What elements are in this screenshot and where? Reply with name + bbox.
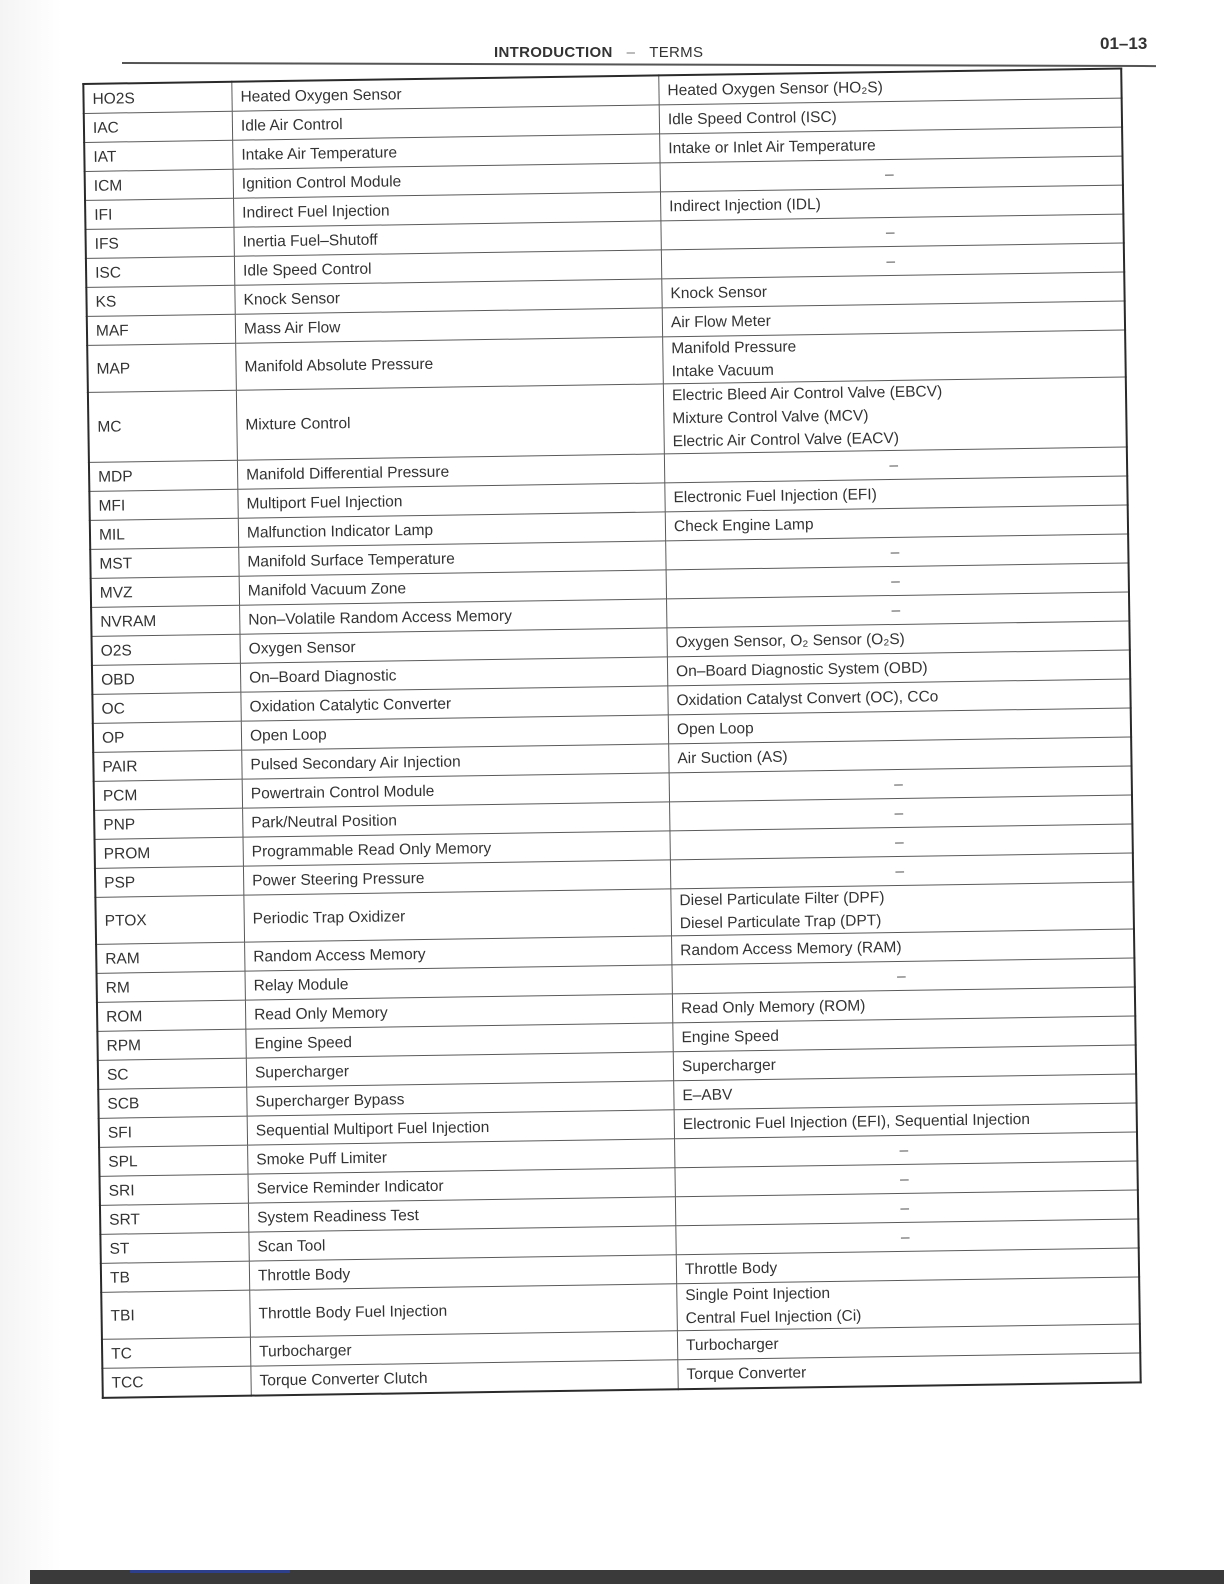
term-cell: Throttle Body Fuel Injection	[250, 1284, 678, 1337]
alternate-term-line: E–ABV	[682, 1085, 733, 1104]
page-header	[494, 44, 703, 61]
empty-dash: –	[891, 601, 901, 619]
abbreviation-cell: KS	[86, 285, 235, 316]
alternate-term-line: Oxygen Sensor, O₂ Sensor (O₂S)	[675, 630, 905, 651]
term-cell: Manifold Vacuum Zone	[239, 570, 666, 605]
empty-dash: –	[891, 572, 900, 590]
alternate-term-line: Electric Air Control Valve (EACV)	[672, 429, 900, 451]
alternate-term-line: Electronic Fuel Injection (EFI), Sequential Injection	[682, 1110, 1031, 1133]
abbreviation-cell: IFS	[85, 227, 234, 258]
alternate-term-line: Central Fuel Injection (Ci)	[685, 1307, 862, 1328]
abbreviation-cell: OP	[93, 721, 242, 752]
term-cell: On–Board Diagnostic	[240, 657, 667, 692]
abbreviation-cell: IFI	[85, 198, 234, 229]
term-cell: Non–Volatile Random Access Memory	[240, 599, 667, 634]
abbreviation-cell: IAC	[84, 111, 233, 142]
alternate-term-line: Air Flow Meter	[670, 312, 771, 331]
term-cell: Pulsed Secondary Air Injection	[242, 744, 669, 779]
alternate-term-line: Idle Speed Control (ISC)	[667, 108, 837, 128]
alternate-term-line: On–Board Diagnostic System (OBD)	[675, 659, 928, 680]
abbreviation-cell: TCC	[102, 1366, 251, 1398]
abbreviation-cell: ROM	[97, 1000, 246, 1031]
abbreviation-cell: PROM	[95, 837, 244, 868]
empty-dash: –	[886, 252, 896, 270]
abbreviation-cell: PCM	[94, 779, 243, 810]
abbreviation-cell: SFI	[99, 1116, 248, 1147]
abbreviation-cell: ISC	[86, 256, 235, 287]
term-cell: Mixture Control	[236, 384, 664, 460]
alternate-term-line: Torque Converter	[686, 1363, 807, 1383]
abbreviation-cell: SRI	[100, 1174, 249, 1205]
term-cell: Indirect Fuel Injection	[234, 192, 661, 227]
term-cell: Scan Tool	[249, 1226, 676, 1261]
term-cell: Manifold Differential Pressure	[237, 454, 664, 489]
term-cell: Intake Air Temperature	[233, 134, 660, 169]
empty-dash: –	[899, 1170, 909, 1188]
empty-dash: –	[899, 1141, 909, 1159]
empty-dash: –	[889, 456, 899, 474]
alternate-term-line: Random Access Memory (RAM)	[680, 938, 902, 959]
header-subtitle: TERMS	[649, 44, 704, 61]
header-separator: –	[626, 44, 636, 61]
abbreviation-cell: MAP	[87, 343, 236, 392]
alternate-term-line: Throttle Body	[684, 1259, 778, 1278]
abbreviation-cell: O2S	[92, 634, 241, 665]
alternate-term-line: Indirect Injection (IDL)	[669, 195, 821, 215]
abbreviation-cell: ST	[100, 1232, 249, 1263]
abbreviation-cell: IAT	[84, 140, 233, 171]
term-cell: Mass Air Flow	[235, 308, 662, 343]
alternate-term-line: Supercharger	[681, 1056, 776, 1075]
term-cell: Oxygen Sensor	[240, 628, 667, 663]
alternate-term-cell	[677, 1277, 1140, 1331]
term-cell: Multiport Fuel Injection	[238, 483, 665, 518]
term-cell: Supercharger Bypass	[247, 1081, 674, 1116]
alternate-term-line: Diesel Particulate Trap (DPT)	[679, 912, 882, 933]
alternate-term-line: Electronic Fuel Injection (EFI)	[673, 485, 877, 506]
abbreviation-cell: MIL	[90, 518, 239, 549]
alternate-term-line: Heated Oxygen Sensor (HO₂S)	[667, 78, 883, 99]
alternate-term-line: Knock Sensor	[670, 283, 768, 302]
abbreviation-cell: NVRAM	[91, 605, 240, 636]
abbreviation-cell: RAM	[96, 942, 245, 973]
term-cell: Manifold Surface Temperature	[239, 541, 666, 576]
term-cell: Malfunction Indicator Lamp	[238, 512, 665, 547]
term-cell: Supercharger	[246, 1052, 673, 1087]
term-cell: Power Steering Pressure	[243, 860, 670, 895]
term-cell: Service Reminder Indicator	[248, 1168, 675, 1203]
abbreviation-cell: TBI	[101, 1290, 250, 1339]
empty-dash: –	[900, 1199, 910, 1217]
term-cell: Powertrain Control Module	[242, 773, 669, 808]
empty-dash: –	[890, 543, 900, 561]
abbreviation-cell: RM	[97, 971, 246, 1002]
term-cell: Manifold Absolute Pressure	[236, 337, 664, 390]
term-cell: System Readiness Test	[248, 1197, 675, 1232]
alternate-term-line: Read Only Memory (ROM)	[680, 996, 866, 1017]
abbreviation-cell: PSP	[95, 866, 244, 897]
term-cell: Throttle Body	[249, 1255, 676, 1290]
alternate-term-line: Engine Speed	[681, 1027, 780, 1046]
term-cell: Knock Sensor	[235, 279, 662, 314]
alternate-term-line: Open Loop	[676, 719, 754, 738]
empty-dash: –	[895, 862, 905, 880]
abbreviation-cell: TB	[101, 1261, 250, 1292]
term-cell: Engine Speed	[246, 1023, 673, 1058]
header-title: INTRODUCTION	[494, 44, 613, 61]
term-cell: Park/Neutral Position	[243, 802, 670, 837]
abbreviation-cell: OBD	[92, 663, 241, 694]
header-rule	[122, 62, 1156, 67]
abbreviation-cell: MFI	[89, 489, 238, 520]
empty-dash: –	[900, 1228, 910, 1246]
term-cell: Random Access Memory	[245, 936, 672, 971]
term-cell: Smoke Puff Limiter	[248, 1139, 675, 1174]
scan-bottom-edge	[30, 1570, 1224, 1584]
empty-dash: –	[884, 165, 894, 183]
alternate-term-line: Manifold Pressure	[671, 338, 797, 358]
terms-table-container	[82, 67, 1167, 1399]
alternate-term-cell	[678, 1353, 1141, 1389]
abbreviation-cell: ICM	[85, 169, 234, 200]
scan-edge-accent	[130, 1570, 290, 1573]
terms-table-body	[83, 69, 1140, 1398]
alternate-term-line: Check Engine Lamp	[673, 515, 814, 535]
alternate-term-line: Diesel Particulate Filter (DPF)	[679, 889, 885, 910]
alternate-term-cell	[671, 882, 1134, 936]
abbreviation-cell: MAF	[87, 314, 236, 345]
abbreviation-cell: OC	[92, 692, 241, 723]
alternate-term-line: Intake Vacuum	[671, 361, 775, 381]
empty-dash: –	[894, 833, 904, 851]
abbreviation-cell: PAIR	[93, 750, 242, 781]
abbreviation-cell: TC	[102, 1337, 251, 1368]
abbreviation-cell: SRT	[100, 1203, 249, 1234]
alternate-term-line: Single Point Injection	[685, 1285, 831, 1305]
term-cell: Programmable Read Only Memory	[243, 831, 670, 866]
alternate-term-line: Electric Bleed Air Control Valve (EBCV)	[671, 383, 943, 405]
term-cell: Idle Air Control	[232, 105, 659, 140]
term-cell: Read Only Memory	[245, 994, 672, 1029]
abbreviation-cell: SC	[98, 1058, 247, 1089]
abbreviation-cell: HO2S	[83, 82, 232, 114]
abbreviation-cell: MDP	[89, 460, 238, 491]
alternate-term-line: Turbocharger	[685, 1335, 779, 1354]
abbreviation-cell: SCB	[98, 1087, 247, 1118]
page-left-edge	[0, 0, 62, 1584]
term-cell: Oxidation Catalytic Converter	[241, 686, 668, 721]
abbreviation-cell: MST	[90, 547, 239, 578]
abbreviation-cell: MC	[88, 390, 238, 462]
term-cell: Relay Module	[245, 965, 672, 1000]
term-cell: Ignition Control Module	[233, 163, 660, 198]
empty-dash: –	[894, 775, 903, 793]
term-cell: Inertia Fuel–Shutoff	[234, 221, 661, 256]
term-cell: Torque Converter Clutch	[251, 1360, 678, 1396]
empty-dash: –	[896, 967, 906, 985]
abbreviation-cell: RPM	[97, 1029, 246, 1060]
alternate-term-line: Oxidation Catalyst Convert (OC), CCo	[676, 687, 939, 709]
empty-dash: –	[894, 804, 904, 822]
alternate-term-cell	[663, 330, 1126, 384]
alternate-term-line: Mixture Control Valve (MCV)	[672, 407, 869, 428]
page-number: 01–13	[1100, 34, 1148, 53]
empty-dash: –	[885, 223, 895, 241]
term-cell: Open Loop	[241, 715, 668, 750]
term-cell: Heated Oxygen Sensor	[232, 75, 659, 111]
abbreviation-cell: PNP	[94, 808, 243, 839]
abbreviation-cell: SPL	[99, 1145, 248, 1176]
terms-table	[82, 68, 1141, 1399]
abbreviation-cell: MVZ	[91, 576, 240, 607]
term-cell: Sequential Multiport Fuel Injection	[247, 1110, 674, 1145]
alternate-term-line: Intake or Inlet Air Temperature	[668, 136, 876, 157]
alternate-term-line: Air Suction (AS)	[677, 748, 788, 767]
term-cell: Periodic Trap Oxidizer	[244, 889, 672, 942]
term-cell: Idle Speed Control	[234, 250, 661, 285]
alternate-term-cell	[663, 377, 1126, 454]
abbreviation-cell: PTOX	[95, 895, 244, 944]
term-cell: Turbocharger	[250, 1331, 677, 1366]
